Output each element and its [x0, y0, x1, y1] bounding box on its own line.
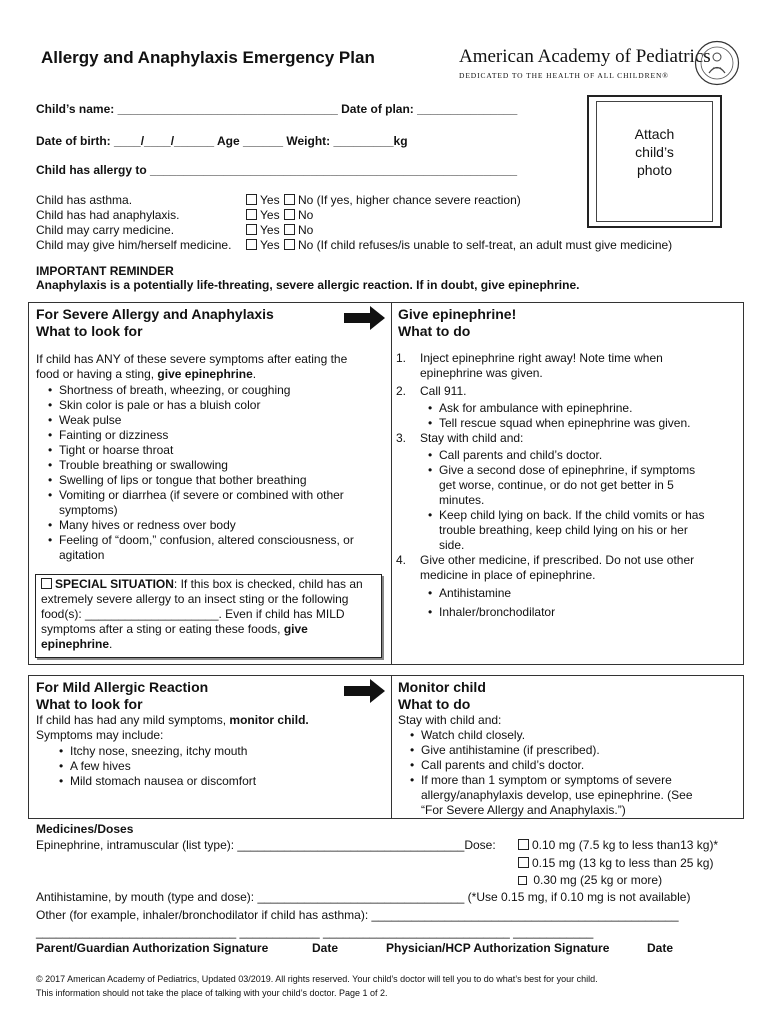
checkbox-icon[interactable]	[518, 857, 529, 868]
special-situation-text: : If this box is checked, child has an extremely severe allergy to an insect sting or the following food(s): ____________________. Even if child has MILD symptoms after a sting or eating these foods,	[41, 577, 363, 636]
list-item: • Itchy nose, sneezing, itchy mouth	[59, 744, 369, 759]
sub-item: • Call parents and child’s doctor.	[428, 448, 714, 463]
list-item: • Swelling of lips or tongue that bother breathing	[48, 473, 368, 488]
list-item: • If more than 1 symptom or symptoms of severe allergy/anaphylaxis develop, use epinephrine. (See “For Severe Allergy and Anaphylaxis.”)	[410, 773, 715, 818]
medicines-heading: Medicines/Doses	[36, 822, 134, 836]
no-option[interactable]: No	[284, 208, 313, 223]
parent-signature-label: Parent/Guardian Authorization Signature	[36, 941, 269, 955]
footer-disclaimer: This information should not take the place of talking with your child’s doctor. Page 1 of 2.	[36, 988, 388, 998]
list-item: • Watch child closely.	[410, 728, 715, 743]
checkbox-icon[interactable]	[246, 209, 257, 220]
epinephrine-field[interactable]: Epinephrine, intramuscular (list type): __________________________________Dose:	[36, 838, 496, 852]
list-item: • Shortness of breath, wheezing, or coughing	[48, 383, 368, 398]
list-item: 3. Stay with child and: • Call parents and child’s doctor. • Give a second dose of epinephrine, if symptoms get worse, continue, or do not get better in 5 minutes. • Keep child lying on back. If the child vomits or has trouble breathing, keep child lying on his or her side.	[396, 431, 714, 553]
list-item: • Weak pulse	[48, 413, 368, 428]
list-item: • Many hives or redness over body	[48, 518, 368, 533]
special-situation-action: give epinephrine	[41, 622, 308, 651]
list-item: • Trouble breathing or swallowing	[48, 458, 368, 473]
sub-item: • Tell rescue squad when epinephrine was given.	[428, 416, 714, 431]
list-item: • Tight or hoarse throat	[48, 443, 368, 458]
mild-left-title: For Mild Allergic Reaction	[36, 679, 209, 695]
other-medicine-field[interactable]: Other (for example, inhaler/bronchodilator if child has asthma): ______________________________________________	[36, 908, 679, 922]
list-item: 4. Give other medicine, if prescribed. Do not use other medicine in place of epinephrine. • Antihistamine • Inhaler/bronchodilator	[396, 553, 714, 620]
physician-signature-label: Physician/HCP Authorization Signature	[386, 941, 610, 955]
yes-option[interactable]: Yes	[246, 223, 280, 238]
mild-right-subtitle: What to do	[398, 696, 471, 712]
aap-seal-icon	[694, 40, 740, 86]
sub-item: • Antihistamine	[428, 586, 714, 601]
special-situation-box[interactable]: SPECIAL SITUATION: If this box is checked, child has an extremely severe allergy to an insect sting or the following food(s): ____________________. Even if child has MILD symptoms after a sting or eating these foods, give epinephrine.	[35, 574, 382, 658]
checkbox-icon[interactable]	[246, 224, 257, 235]
severe-steps-list	[396, 351, 714, 620]
yes-option[interactable]: Yes	[246, 193, 280, 208]
severe-right-title: Give epinephrine!	[398, 306, 517, 322]
date-of-birth-field[interactable]: Date of birth: ____/____/______ Age ______ Weight: _________kg	[36, 134, 408, 148]
severe-intro-line-1: If child has ANY of these severe symptoms after eating the	[36, 352, 348, 366]
mild-right-intro: Stay with child and:	[398, 713, 502, 727]
list-item: 2. Call 911. • Ask for ambulance with epinephrine. • Tell rescue squad when epinephrine was given.	[396, 384, 714, 431]
photo-label-2: child’s	[635, 144, 674, 160]
list-item: • A few hives	[59, 759, 369, 774]
mild-intro-line-2: Symptoms may include:	[36, 728, 164, 742]
sub-item: • Keep child lying on back. If the child vomits or has trouble breathing, keep child lying on his or her side.	[428, 508, 714, 553]
checkbox-icon[interactable]	[518, 876, 527, 885]
reminder-text: Anaphylaxis is a potentially life-threating, severe allergic reaction. If in doubt, give epinephrine.	[36, 278, 580, 292]
physician-date-label: Date	[647, 941, 674, 955]
no-option[interactable]: No (If child refuses/is unable to self-treat, an adult must give medicine)	[284, 238, 672, 253]
severe-left-title: For Severe Allergy and Anaphylaxis	[36, 306, 274, 322]
question-label: Child has had anaphylaxis.	[36, 208, 180, 222]
allergy-to-field[interactable]: Child has allergy to _______________________________________________________	[36, 163, 518, 177]
child-name-field[interactable]: Child’s name: _________________________________ Date of plan: _______________	[36, 102, 518, 116]
mild-actions-list	[410, 728, 715, 818]
severe-intro-line-2: food or having a sting, give epinephrine.	[36, 367, 257, 381]
severe-divider	[391, 302, 392, 664]
list-item: • Mild stomach nausea or discomfort	[59, 774, 369, 789]
page-title: Allergy and Anaphylaxis Emergency Plan	[41, 48, 375, 67]
no-option[interactable]: No (If yes, higher chance severe reaction)	[284, 193, 521, 208]
list-item: • Give antihistamine (if prescribed).	[410, 743, 715, 758]
dose-option-1[interactable]: 0.10 mg (7.5 kg to less than13 kg)*	[518, 838, 718, 853]
checkbox-icon[interactable]	[518, 839, 529, 850]
arrow-right-icon	[344, 678, 386, 709]
sub-item: • Give a second dose of epinephrine, if symptoms get worse, continue, or do not get better in 5 minutes.	[428, 463, 714, 508]
mild-intro-line-1: If child has had any mild symptoms, monitor child.	[36, 713, 309, 727]
sub-item: • Inhaler/bronchodilator	[428, 605, 714, 620]
checkbox-icon[interactable]	[246, 194, 257, 205]
severe-right-subtitle: What to do	[398, 323, 471, 339]
reminder-heading: IMPORTANT REMINDER	[36, 264, 174, 278]
checkbox-icon[interactable]	[41, 578, 52, 589]
mild-left-subtitle: What to look for	[36, 696, 143, 712]
checkbox-icon[interactable]	[284, 194, 295, 205]
mild-symptoms-list	[59, 744, 369, 789]
checkbox-icon[interactable]	[284, 209, 295, 220]
arrow-right-icon	[344, 305, 386, 336]
dose-option-3[interactable]: 0.30 mg (25 kg or more)	[518, 873, 662, 888]
dose-option-2[interactable]: 0.15 mg (13 kg to less than 25 kg)	[518, 856, 713, 871]
sub-item: • Ask for ambulance with epinephrine.	[428, 401, 714, 416]
checkbox-icon[interactable]	[284, 224, 295, 235]
signature-lines[interactable]: ______________________________ ____________ ____________________________ ____________	[36, 925, 594, 939]
severe-symptoms-list	[48, 383, 368, 563]
no-option[interactable]: No	[284, 223, 313, 238]
list-item: • Call parents and child’s doctor.	[410, 758, 715, 773]
question-label: Child may carry medicine.	[36, 223, 175, 237]
photo-box[interactable]	[587, 95, 722, 228]
question-label: Child has asthma.	[36, 193, 133, 207]
special-situation-label: SPECIAL SITUATION	[55, 577, 174, 591]
antihistamine-field[interactable]: Antihistamine, by mouth (type and dose): _______________________________ (*Use 0.15 mg, if 0.10 mg is not available)	[36, 890, 691, 904]
list-item: • Vomiting or diarrhea (if severe or combined with other symptoms)	[48, 488, 368, 518]
parent-date-label: Date	[312, 941, 339, 955]
mild-divider	[391, 675, 392, 818]
list-item: • Skin color is pale or has a bluish color	[48, 398, 368, 413]
severe-left-subtitle: What to look for	[36, 323, 143, 339]
mild-right-title: Monitor child	[398, 679, 486, 695]
question-label: Child may give him/herself medicine.	[36, 238, 232, 252]
photo-label-1: Attach	[634, 126, 675, 142]
yes-option[interactable]: Yes	[246, 238, 280, 253]
checkbox-icon[interactable]	[284, 239, 295, 250]
photo-label-3: photo	[636, 162, 673, 178]
footer-copyright: © 2017 American Academy of Pediatrics, Updated 03/2019. All rights reserved. Your child’s doctor will tell you to do what’s best for your child.	[36, 974, 598, 984]
checkbox-icon[interactable]	[246, 239, 257, 250]
list-item: 1. Inject epinephrine right away! Note time when epinephrine was given.	[396, 351, 663, 380]
org-tagline: DEDICATED TO THE HEALTH OF ALL CHILDREN®	[459, 71, 669, 80]
org-name: American Academy of Pediatrics	[459, 46, 711, 67]
list-item: • Fainting or dizziness	[48, 428, 368, 443]
list-item: • Feeling of “doom,” confusion, altered consciousness, or agitation	[48, 533, 368, 563]
yes-option[interactable]: Yes	[246, 208, 280, 223]
